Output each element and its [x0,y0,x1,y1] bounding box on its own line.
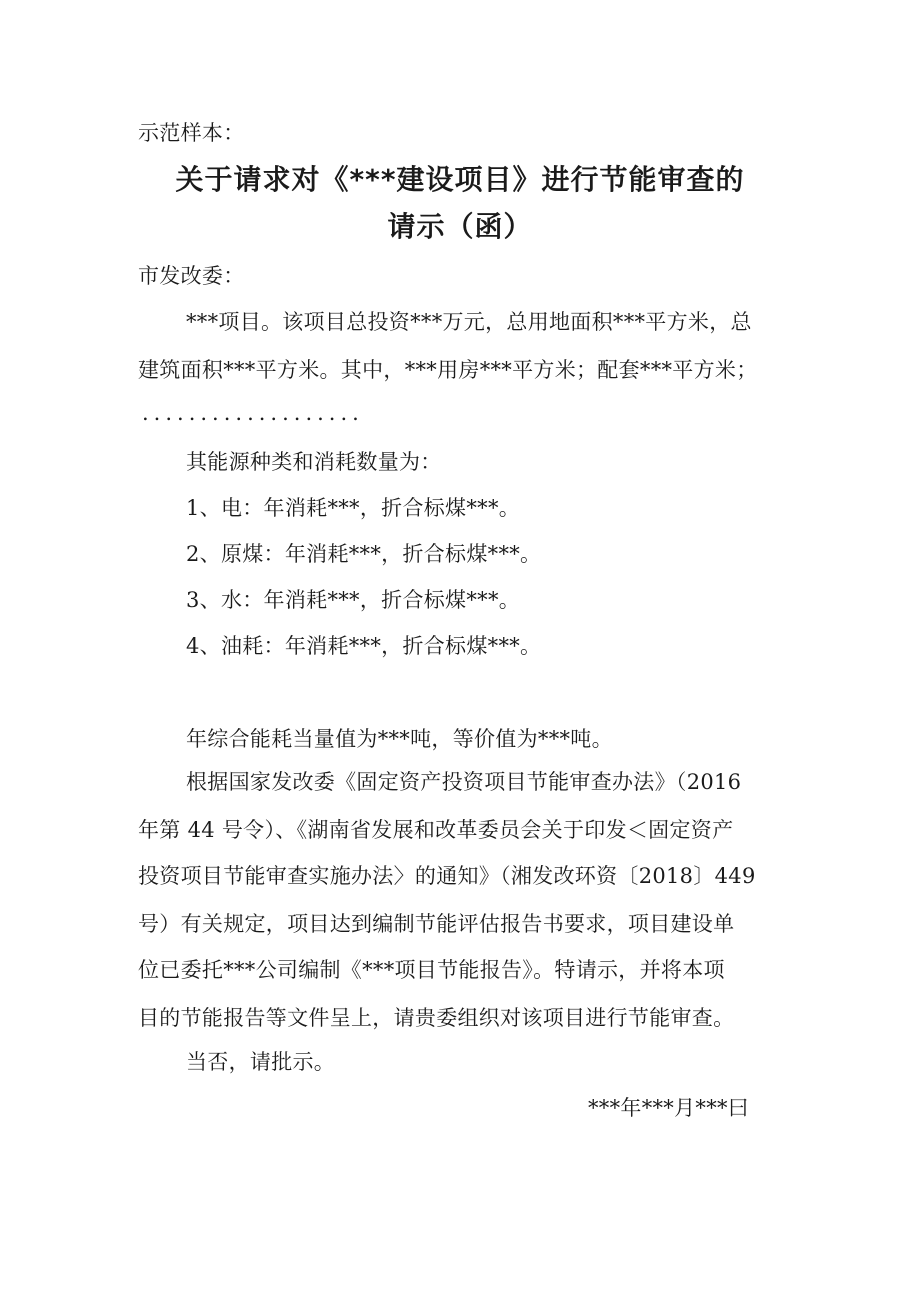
basis-line-6: 目的节能报告等文件呈上，请贵委组织对该项目进行节能审查。 [138,1006,735,1030]
intro-line-2: 建筑面积***平方米。其中，***用房***平方米；配套***平方米； [138,358,758,382]
intro-ellipsis-line: ................... [142,401,364,425]
basis-line-3: 投资项目节能审查实施办法〉的通知》（湘发改环资〔2018〕449 [138,864,756,888]
document-title-line-1: 关于请求对《***建设项目》进行节能审查的 [175,163,745,196]
energy-item-coal: 2、原煤：年消耗***，折合标煤***。 [186,542,542,566]
basis-line-2: 年第 44 号令）、《湖南省发展和改革委员会关于印发＜固定资产 [138,818,734,842]
addressee: 市发改委： [138,264,245,288]
basis-line-4: 号）有关规定，项目达到编制节能评估报告书要求，项目建设单 [138,912,735,936]
energy-heading: 其能源种类和消耗数量为： [186,450,442,474]
energy-summary: 年综合能耗当量值为***吨，等价值为***吨。 [186,727,613,751]
energy-item-water: 3、水：年消耗***，折合标煤***。 [186,588,521,612]
intro-line-1: ***项目。该项目总投资***万元，总用地面积***平方米，总 [186,310,752,334]
basis-line-1: 根据国家发改委《固定资产投资项目节能审查办法》（2016 [186,770,742,794]
document-title-line-2: 请示（函） [387,210,533,243]
sample-label: 示范样本： [138,121,245,145]
energy-item-oil: 4、油耗：年消耗***，折合标煤***。 [186,634,542,658]
closing-request: 当否，请批示。 [186,1050,336,1074]
basis-line-5: 位已委托***公司编制《***项目节能报告》。特请示，并将本项 [138,958,725,982]
energy-item-electricity: 1、电：年消耗***，折合标煤***。 [186,496,521,520]
document-date: ***年***月***曰 [588,1096,750,1120]
